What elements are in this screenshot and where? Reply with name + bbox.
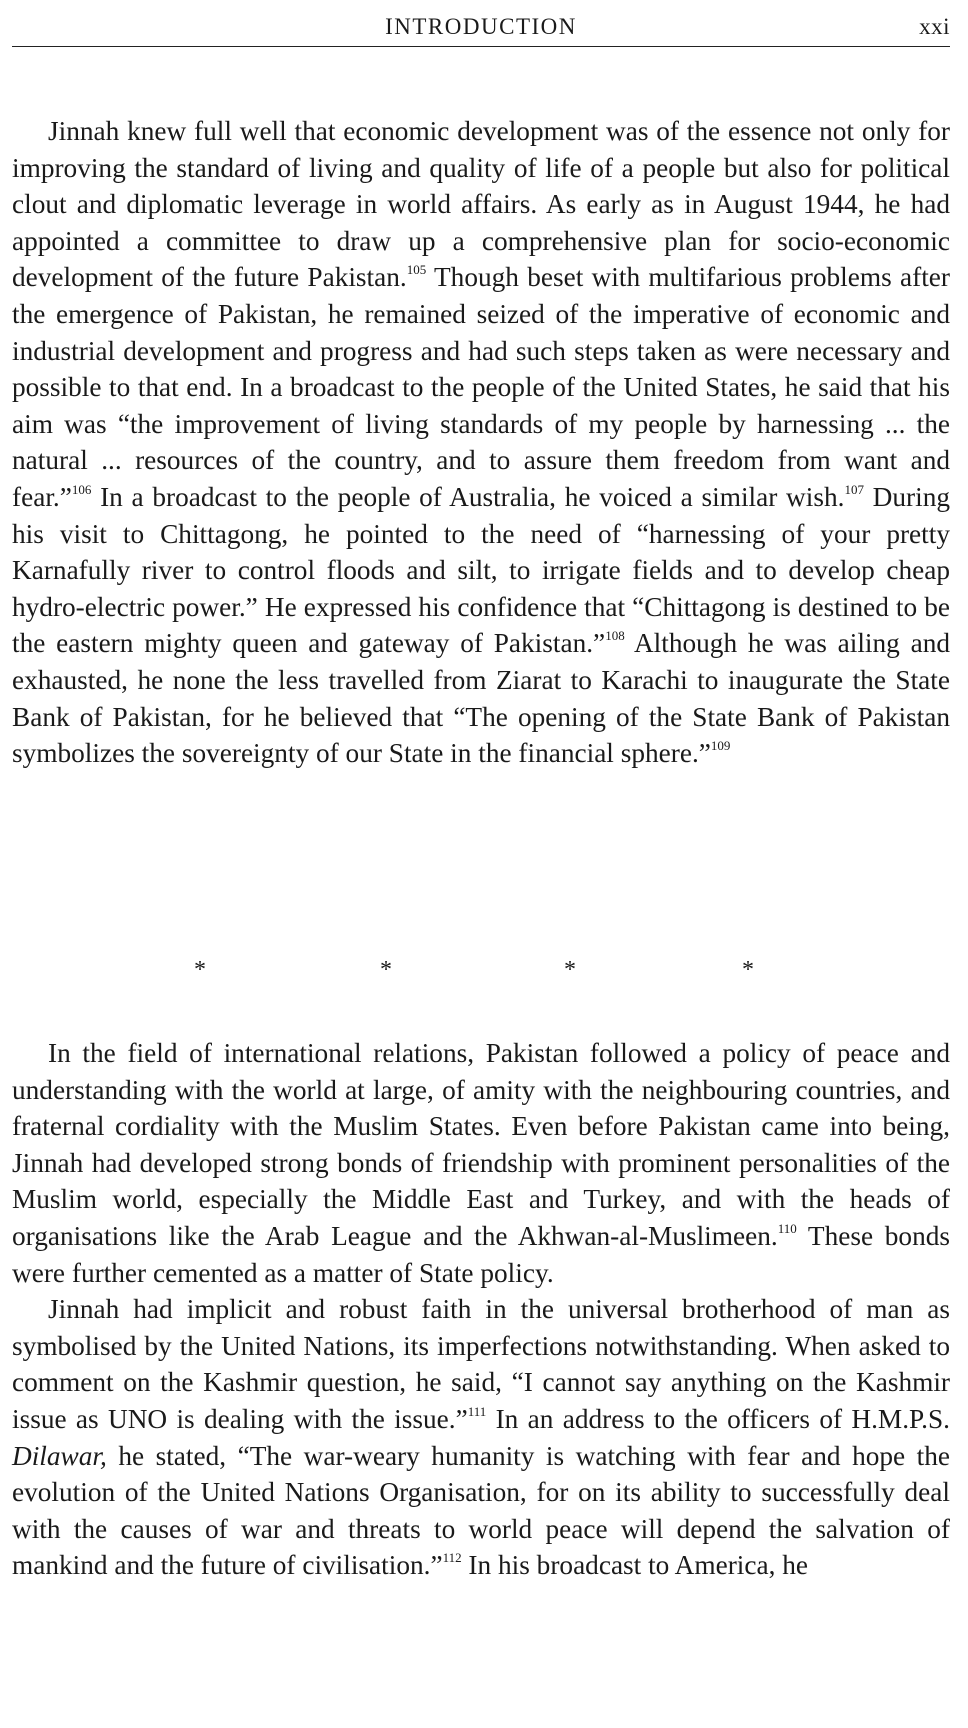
paragraph-united-nations [12,1291,950,1584]
section-international-relations [12,1035,950,1584]
text-run: These bonds were further cemented as a matter of State policy. [12,1220,950,1288]
page-number: xxi [919,14,950,39]
footnote-ref-107: 107 [844,481,864,497]
footnote-ref-109: 109 [710,738,731,754]
section-economic-development [12,113,950,772]
footnote-ref-105: 105 [406,262,427,278]
text-run: In an address to the officers of H.M.P.S. [486,1403,951,1434]
text-run: In a broadcast to the people of Australia, he voiced a similar wish. [91,481,845,512]
footnote-ref-106: 106 [71,481,92,497]
text-run: Jinnah knew full well that economic development was of the essence not only for improving the standard of living and quality of life of a people but also for political clout and diplomatic leverage in world affairs. As early as in August 1944, he had appointed a committee to draw up a comprehensive plan for socio-economic development of the future Pakistan. [12,116,950,293]
text-run: In his broadcast to America, he [461,1550,809,1581]
ornament-star: * [564,957,576,983]
running-header [12,14,950,47]
footnote-ref-111: 111 [467,1403,487,1419]
section-break-ornament [12,955,950,985]
footnote-ref-108: 108 [605,628,625,644]
text-run: Although he was ailing and exhausted, he none the less travelled from Ziarat to Karachi to inaugurate the State Bank of Pakistan, for he believed that “The opening of the State Bank of Pakistan symbolizes the sovereignty of our State in the financial sphere.” [12,628,951,769]
ornament-star: * [194,957,206,983]
ornament-star: * [742,957,754,983]
text-run: Jinnah had implicit and robust faith in the universal brotherhood of man as symbolised by the United Nations, its imperfections notwithstanding. When asked to comment on the Kashmir question, he said, “I cannot say anything on the Kashmir issue as UNO is dealing with the issue.” [12,1294,950,1434]
paragraph-economic-development [12,113,950,772]
text-run: During his visit to Chittagong, he pointed to the need of “harnessing of your pretty Karnafully river to control floods and silt, to irrigate fields and to develop cheap hydro-electric power.” He expressed his confidence that “Chittagong is destined to be the eastern mighty queen and gateway of Pakistan.” [12,481,950,659]
paragraph-international-relations [12,1035,950,1291]
text-run: Though beset with multifarious problems after the emergence of Pakistan, he remained seized of the imperative of economic and industrial development and progress and had such steps taken as were necessary and possible to that end. In a broadcast to the people of the United States, he said that his aim was “the improvement of living standards of my people by harnessing ... the natural ... resources of the country, and to assure them freedom from want and fear.” [12,262,950,512]
running-title: INTRODUCTION [385,14,577,39]
ship-name: Dilawar, [12,1440,107,1471]
text-run: In the field of international relations, Pakistan followed a policy of peace and understanding with the world at large, of amity with the neighbouring countries, and fraternal cordiality with the Muslim States. Even before Pakistan came into being, Jinnah had developed strong bonds of friendship with prominent personalities of the Muslim world, especially the Middle East and Turkey, and with the heads of organisations like the Arab League and the Akhwan-al-Muslimeen. [12,1038,950,1251]
footnote-ref-112: 112 [442,1550,462,1566]
ornament-star: * [380,957,392,983]
footnote-ref-110: 110 [777,1220,797,1236]
text-run: he stated, “The war-weary humanity is watching with fear and hope the evolution of the United Nations Organisation, for on its ability to successfully deal with the causes of war and threats to world peace will depend the salvation of mankind and the future of civilisation.” [12,1440,950,1581]
